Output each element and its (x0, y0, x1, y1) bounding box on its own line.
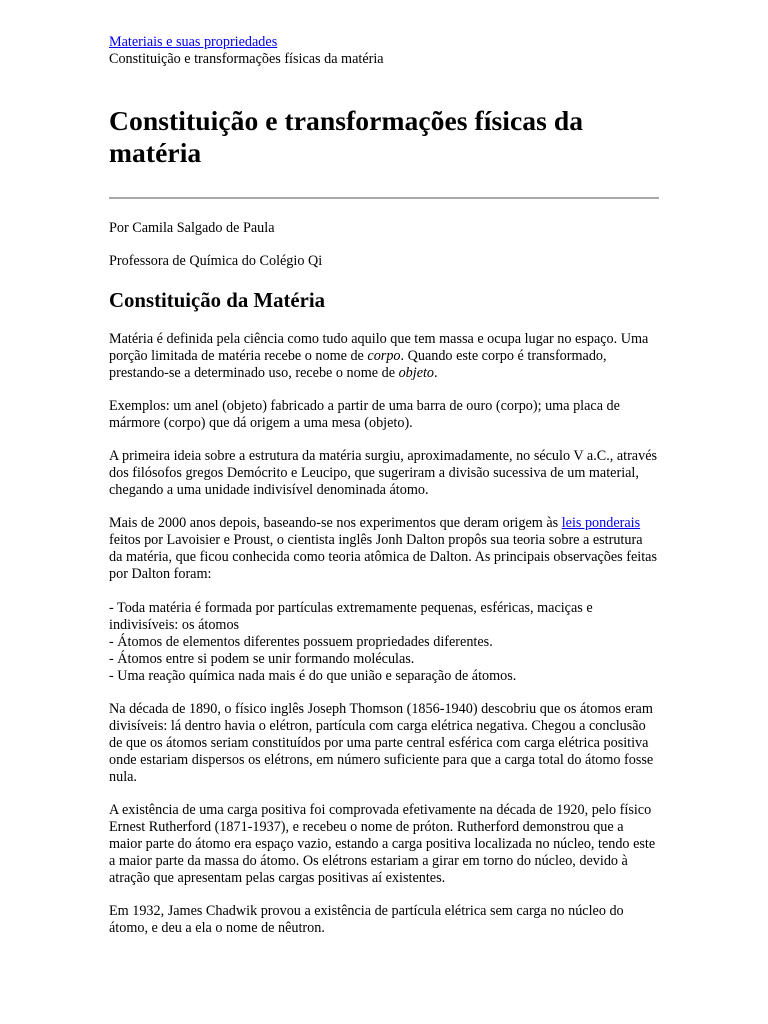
dalton-observations-list (109, 600, 659, 685)
breadcrumb-link[interactable]: Materiais e suas propriedades (109, 34, 278, 50)
divider (109, 197, 659, 199)
paragraph-chadwick: Em 1932, James Chadwik provou a existência de partícula elétrica sem carga no núcleo do átomo, e deu a ela o nome de nêutron. (109, 903, 624, 936)
list-item: - Átomos de elementos diferentes possuem propriedades diferentes. (109, 634, 493, 650)
paragraph-examples: Exemplos: um anel (objeto) fabricado a partir de uma barra de ouro (corpo); uma placa de mármore (corpo) que dá origem a uma mesa (objeto). (109, 398, 620, 431)
emphasis-objeto: objeto (398, 365, 435, 381)
article-content (109, 34, 659, 937)
list-item: - Átomos entre si podem se unir formando moléculas. (109, 651, 415, 667)
paragraph-dalton (109, 515, 659, 583)
section-heading: Constituição da Matéria (109, 289, 326, 312)
paragraph-text: Mais de 2000 anos depois, baseando-se nos experimentos que deram origem às (109, 515, 562, 531)
paragraph-text: Matéria é definida pela ciência como tudo aquilo que tem massa e ocupa lugar no espaço. Uma porção limitada de matéria recebe o nome de (109, 331, 649, 364)
breadcrumb-current: Constituição e transformações físicas da matéria (109, 51, 384, 67)
paragraph-text: feitos por Lavoisier e Proust, o cientista inglês Jonh Dalton propôs sua teoria sobre a estrutura da matéria, que ficou conhecida como teoria atômica de Dalton. As principais observações feitas por Dalton foram: (109, 532, 657, 582)
paragraph-greek-philosophers: A primeira ideia sobre a estrutura da matéria surgiu, aproximadamente, no século V a.C., através dos filósofos gregos Demócrito e Leucipo, que sugeriram a divisão sucessiva de um material, chegando a uma unidade indivisível denominada átomo. (109, 448, 658, 498)
paragraph-definition (109, 331, 659, 382)
author-role: Professora de Química do Colégio Qi (109, 253, 323, 269)
paragraph-rutherford: A existência de uma carga positiva foi comprovada efetivamente na década de 1920, pelo físico Ernest Rutherford (1871-1937), e recebeu o nome de próton. Rutherford demonstrou que a maior parte do átomo era espaço vazio, estando a carga positiva localizada no núcleo, tendo este a maior parte da massa do átomo. Os elétrons estariam a girar em torno do núcleo, devido à atração que apresentam pelas cargas positivas aí existentes. (109, 802, 656, 886)
page-title: Constituição e transformações físicas da matéria (109, 105, 584, 168)
emphasis-corpo: corpo (367, 348, 401, 364)
paragraph-text: . (434, 365, 438, 381)
list-item: - Uma reação química nada mais é do que união e separação de átomos. (109, 668, 517, 684)
list-item: - Toda matéria é formada por partículas extremamente pequenas, esféricas, maciças e indivisíveis: os átomos (109, 600, 593, 633)
leis-ponderais-link[interactable]: leis ponderais (561, 515, 641, 531)
breadcrumb (109, 34, 659, 68)
paragraph-text: . Quando este corpo é transformado, prestando-se a determinado uso, recebe o nome de (109, 348, 607, 381)
author-byline: Por Camila Salgado de Paula (109, 220, 275, 236)
paragraph-thomson: Na década de 1890, o físico inglês Joseph Thomson (1856-1940) descobriu que os átomos eram divisíveis: lá dentro havia o elétron, partícula com carga elétrica negativa. Chegou a conclusão de que os átomos seriam constituídos por uma parte central esférica com carga elétrica positiva onde estariam dispersos os elétrons, em número suficiente para que a carga total do átomo fosse nula. (109, 701, 654, 785)
